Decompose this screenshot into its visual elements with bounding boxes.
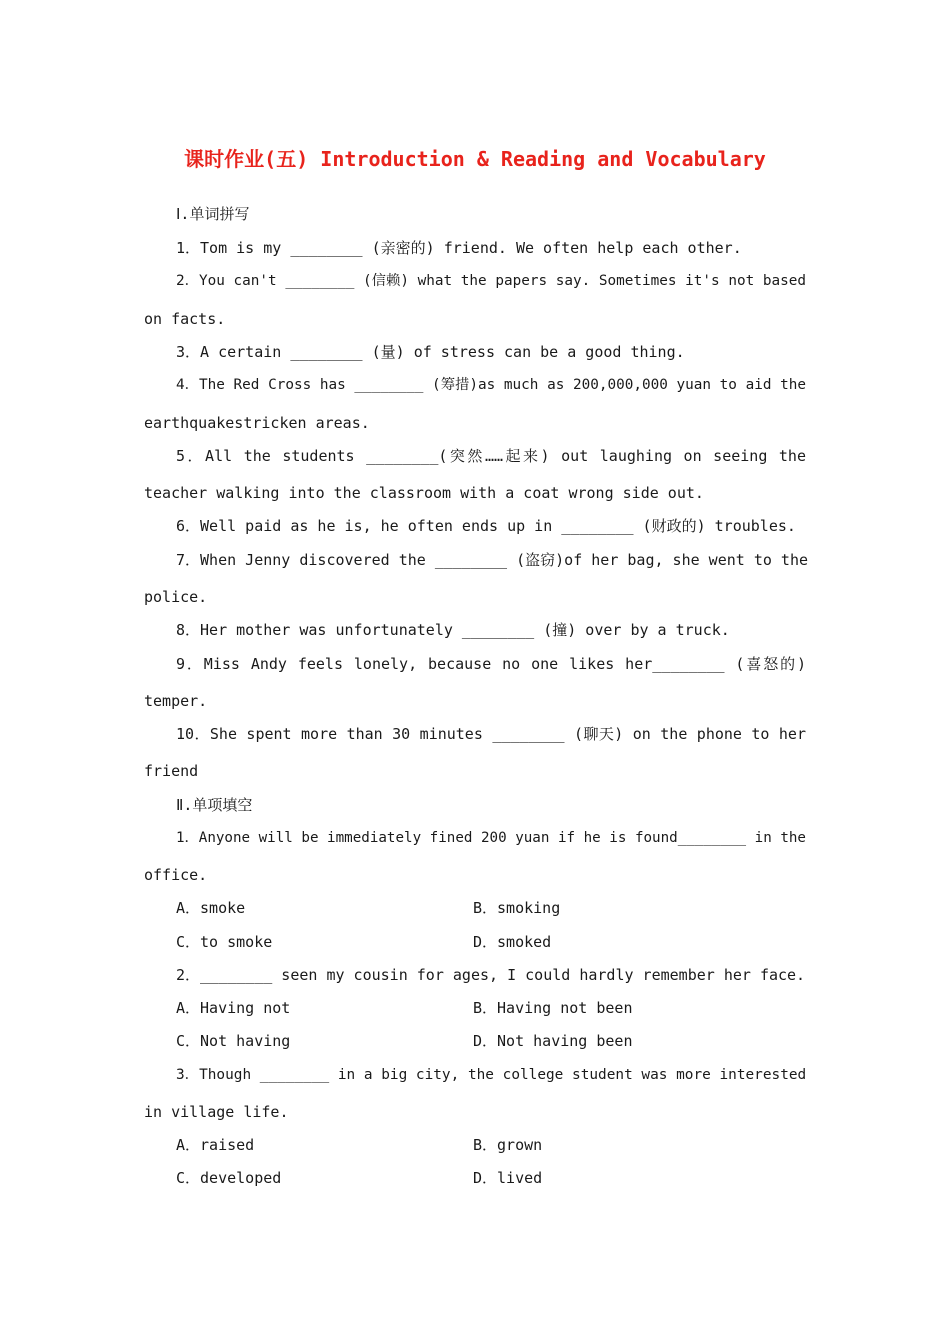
s1-item-3: 3．A certain ________ (量) of stress can be a good thing. [176, 343, 685, 361]
s2-q1-option-d: D．smoked [473, 933, 552, 951]
s1-item-6: 6．Well paid as he is, he often ends up in ________ (财政的) troubles. [176, 517, 796, 535]
s1-item-10-cont: friend [144, 762, 199, 780]
s2-question-1: 1．Anyone will be immediately fined 200 yuan if he is found________ in the [176, 830, 806, 846]
s2-q3-option-b: B．grown [473, 1136, 543, 1154]
s2-question-2: 2．________ seen my cousin for ages, I could hardly remember her face. [176, 966, 806, 984]
s1-item-10: 10．She spent more than 30 minutes ________ (聊天) on the phone to her [176, 725, 806, 743]
s1-item-4-cont: earthquakestricken areas. [144, 414, 370, 432]
s1-item-5: 5．All the students ________(突然……起来) out laughing on seeing the [176, 447, 806, 465]
s2-question-3: 3．Though ________ in a big city, the college student was more interested [176, 1067, 807, 1083]
s1-item-7-cont: police. [144, 588, 208, 606]
s2-q2-option-a: A．Having not [176, 999, 291, 1017]
s1-item-8: 8．Her mother was unfortunately ________ (撞) over by a truck. [176, 621, 730, 639]
s2-q2-option-d: D．Not having been [473, 1032, 633, 1050]
s2-q2-option-b: B．Having not been [473, 999, 633, 1017]
s2-q1-option-b: B．smoking [473, 899, 561, 917]
s2-q1-option-c: C．to smoke [176, 933, 273, 951]
s2-question-1-cont: office. [144, 866, 208, 884]
s1-item-9-cont: temper. [144, 692, 208, 710]
s2-q2-option-c: C．Not having [176, 1032, 291, 1050]
s1-item-5-cont: teacher walking into the classroom with a coat wrong side out. [144, 484, 704, 502]
section-2-heading: Ⅱ.单项填空 [176, 796, 253, 814]
s2-q3-option-a: A．raised [176, 1136, 255, 1154]
s1-item-1: 1．Tom is my ________ (亲密的) friend. We often help each other. [176, 239, 742, 257]
s1-item-9: 9．Miss Andy feels lonely, because no one likes her________ (喜怒的) [176, 655, 806, 673]
s2-question-3-cont: in village life. [144, 1103, 289, 1121]
page-title: 课时作业(五) Introduction & Reading and Vocabulary [184, 147, 766, 171]
s1-item-2: 2．You can't ________ (信赖) what the papers say. Sometimes it's not based [176, 273, 806, 289]
section-1-heading: Ⅰ.单词拼写 [176, 205, 250, 223]
s1-item-4: 4．The Red Cross has ________ (筹措)as much as 200,000,000 yuan to aid the [176, 377, 806, 393]
s1-item-2-cont: on facts. [144, 310, 226, 328]
s2-q1-option-a: A．smoke [176, 899, 246, 917]
s1-item-7: 7．When Jenny discovered the ________ (盗窃)of her bag, she went to the [176, 551, 808, 569]
s2-q3-option-d: D．lived [473, 1169, 543, 1187]
s2-q3-option-c: C．developed [176, 1169, 282, 1187]
